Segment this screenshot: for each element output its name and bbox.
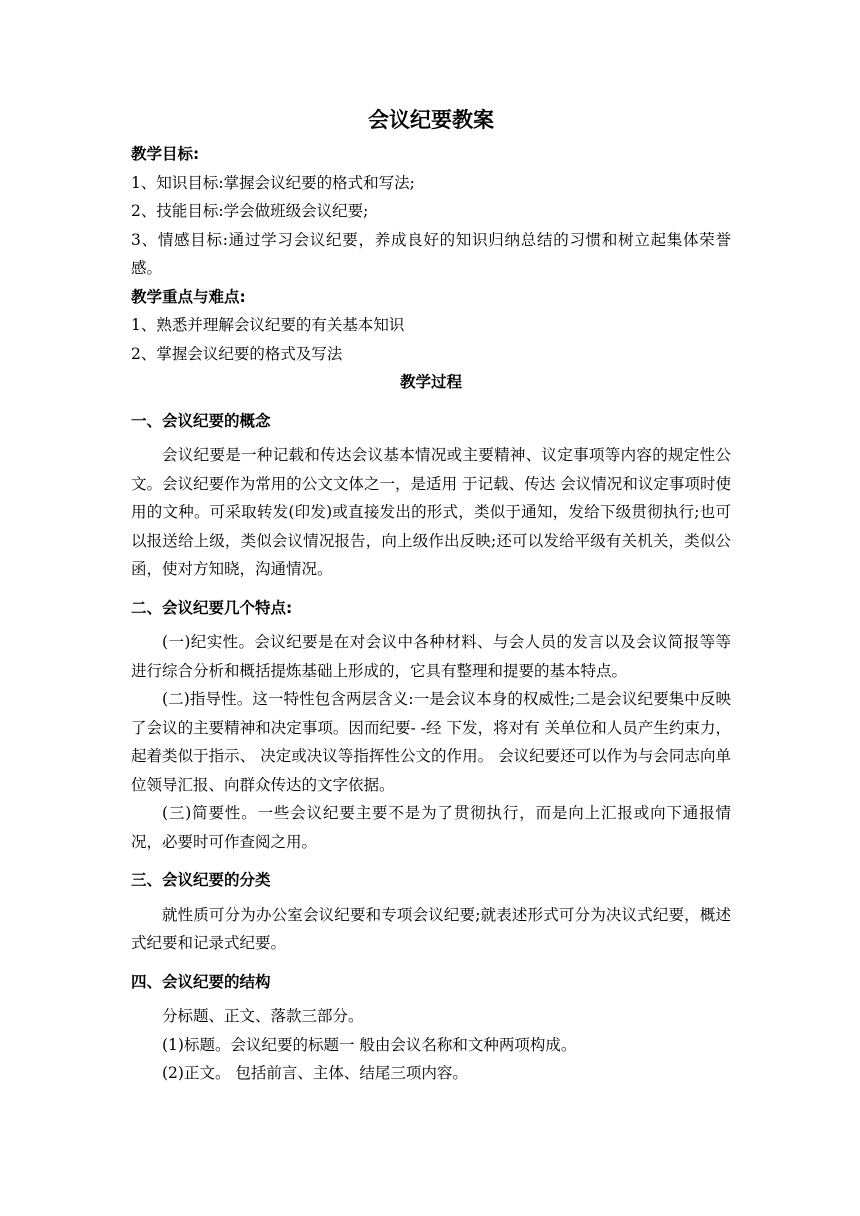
objective-item: 1、知识目标:掌握会议纪要的格式和写法; xyxy=(131,173,415,192)
document-title: 会议纪要教案 xyxy=(368,108,494,132)
objectives-heading: 教学目标: xyxy=(131,145,200,163)
document-body xyxy=(131,102,731,1088)
keypoint-item: 2、掌握会议纪要的格式及写法 xyxy=(131,344,343,363)
section-paragraph: (一)纪实性。会议纪要是在对会议中各种材料、与会人员的发言以及会议简报等等进行综合分析和概括提炼基础上形成的，它具有整理和提要的基本特点。 xyxy=(131,633,731,680)
section-paragraph: (1)标题。会议纪要的标题一 般由会议名称和文种两项构成。 xyxy=(162,1035,577,1054)
section-paragraph: 就性质可分为办公室会议纪要和专项会议纪要;就表述形式可分为决议式纪要，概述式纪要和记录式纪要。 xyxy=(131,905,731,952)
objective-item: 3、情感目标:通过学习会议纪要，养成良好的知识归纳总结的习惯和树立起集体荣誉感。 xyxy=(131,230,731,277)
section-paragraph: 会议纪要是一种记载和传达会议基本情况或主要精神、议定事项等内容的规定性公文。会议纪要作为常用的公文文体之一，是适用 于记载、传达 会议情况和议定事项时使用的文种。可采取转发(印发)或直接发出的形式，类似于通知，发给下级贯彻执行;也可以报送给上级，类似会议情况报告，向上级作出反映;还可以发给平级有关机关，类似公函，使对方知晓，沟通情况。 xyxy=(131,446,731,578)
keypoints-heading: 教学重点与难点: xyxy=(131,287,246,306)
objective-item: 2、技能目标:学会做班级会议纪要; xyxy=(131,202,369,220)
section-heading: 三、会议纪要的分类 xyxy=(131,871,271,889)
section-paragraph: (2)正文。 包括前言、主体、结尾三项内容。 xyxy=(162,1064,468,1082)
process-title: 教学过程 xyxy=(399,373,462,391)
keypoint-item: 1、熟悉并理解会议纪要的有关基本知识 xyxy=(131,316,405,334)
section-heading: 一、会议纪要的概念 xyxy=(131,411,271,430)
section-heading: 二、会议纪要几个特点: xyxy=(131,598,293,617)
section-paragraph: (三)简要性。一些会议纪要主要不是为了贯彻执行，而是向上汇报或向下通报情况，必要时可作查阅之用。 xyxy=(131,804,731,851)
section-heading: 四、会议纪要的结构 xyxy=(131,972,271,991)
section-paragraph: (二)指导性。这一特性包含两层含义:一是会议本身的权威性;二是会议纪要集中反映了会议的主要精神和决定事项。因而纪要- -经 下发，将对有 关单位和人员产生约束力， 起着类似于指示、 决定或决议等指挥性公文的作用。 会议纪要还可以作为与会同志向单位领导汇报、向群众传达的文字依据。 xyxy=(131,690,731,794)
section-paragraph: 分标题、正文、落款三部分。 xyxy=(162,1007,364,1025)
